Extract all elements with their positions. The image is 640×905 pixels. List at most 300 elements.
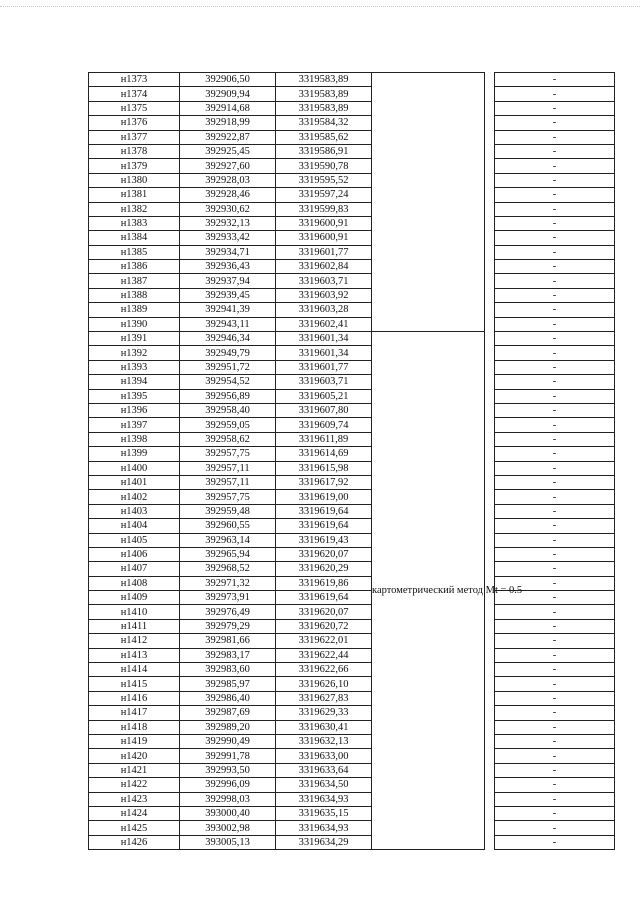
x-coordinate-cell: 392976,49 [180, 605, 276, 619]
x-coordinate-cell: 392922,87 [180, 130, 276, 144]
y-coordinate-cell: 3319619,00 [276, 490, 372, 504]
dash-cell: - [495, 778, 615, 792]
dash-cell: - [495, 821, 615, 835]
spacer-cell [485, 763, 495, 777]
dash-cell: - [495, 116, 615, 130]
spacer-cell [485, 519, 495, 533]
table-row [89, 288, 615, 302]
table-row [89, 821, 615, 835]
y-coordinate-cell: 3319611,89 [276, 432, 372, 446]
point-id-cell: н1385 [89, 245, 180, 259]
spacer-cell [485, 734, 495, 748]
table-row [89, 332, 615, 346]
point-id-cell: н1410 [89, 605, 180, 619]
y-coordinate-cell: 3319600,91 [276, 231, 372, 245]
y-coordinate-cell: 3319622,44 [276, 648, 372, 662]
table-row [89, 130, 615, 144]
dash-cell: - [495, 432, 615, 446]
x-coordinate-cell: 392928,46 [180, 188, 276, 202]
x-coordinate-cell: 392987,69 [180, 706, 276, 720]
table-row [89, 619, 615, 633]
dash-cell: - [495, 360, 615, 374]
dash-cell: - [495, 533, 615, 547]
x-coordinate-cell: 392909,94 [180, 87, 276, 101]
x-coordinate-cell: 392993,50 [180, 763, 276, 777]
point-id-cell: н1395 [89, 389, 180, 403]
x-coordinate-cell: 392946,34 [180, 332, 276, 346]
point-id-cell: н1388 [89, 288, 180, 302]
x-coordinate-cell: 392956,89 [180, 389, 276, 403]
dash-cell: - [495, 490, 615, 504]
dash-cell: - [495, 231, 615, 245]
x-coordinate-cell: 392934,71 [180, 245, 276, 259]
x-coordinate-cell: 392906,50 [180, 73, 276, 87]
x-coordinate-cell: 392998,03 [180, 792, 276, 806]
y-coordinate-cell: 3319632,13 [276, 734, 372, 748]
point-id-cell: н1386 [89, 260, 180, 274]
point-id-cell: н1401 [89, 475, 180, 489]
point-id-cell: н1425 [89, 821, 180, 835]
x-coordinate-cell: 392943,11 [180, 317, 276, 331]
y-coordinate-cell: 3319601,77 [276, 245, 372, 259]
table-row [89, 116, 615, 130]
x-coordinate-cell: 392939,45 [180, 288, 276, 302]
y-coordinate-cell: 3319622,01 [276, 634, 372, 648]
y-coordinate-cell: 3319602,84 [276, 260, 372, 274]
spacer-cell [485, 245, 495, 259]
dash-cell: - [495, 806, 615, 820]
y-coordinate-cell: 3319619,64 [276, 591, 372, 605]
y-coordinate-cell: 3319585,62 [276, 130, 372, 144]
point-id-cell: н1422 [89, 778, 180, 792]
x-coordinate-cell: 392932,13 [180, 216, 276, 230]
y-coordinate-cell: 3319630,41 [276, 720, 372, 734]
table-row [89, 461, 615, 475]
dash-cell: - [495, 288, 615, 302]
y-coordinate-cell: 3319609,74 [276, 418, 372, 432]
point-id-cell: н1382 [89, 202, 180, 216]
x-coordinate-cell: 392963,14 [180, 533, 276, 547]
point-id-cell: н1409 [89, 591, 180, 605]
dash-cell: - [495, 835, 615, 849]
dash-cell: - [495, 346, 615, 360]
x-coordinate-cell: 392973,91 [180, 591, 276, 605]
method-cell [372, 73, 485, 332]
table-row [89, 389, 615, 403]
scan-header-artifact [0, 6, 640, 17]
dash-cell: - [495, 576, 615, 590]
table-row [89, 648, 615, 662]
point-id-cell: н1415 [89, 677, 180, 691]
spacer-cell [485, 418, 495, 432]
dash-cell: - [495, 144, 615, 158]
spacer-cell [485, 806, 495, 820]
y-coordinate-cell: 3319629,33 [276, 706, 372, 720]
point-id-cell: н1374 [89, 87, 180, 101]
coordinates-table-body [89, 73, 615, 850]
y-coordinate-cell: 3319617,92 [276, 475, 372, 489]
dash-cell: - [495, 519, 615, 533]
y-coordinate-cell: 3319583,89 [276, 73, 372, 87]
table-row [89, 806, 615, 820]
spacer-cell [485, 619, 495, 633]
dash-cell: - [495, 202, 615, 216]
y-coordinate-cell: 3319634,29 [276, 835, 372, 849]
table-row [89, 547, 615, 561]
x-coordinate-cell: 392959,48 [180, 504, 276, 518]
spacer-cell [485, 677, 495, 691]
point-id-cell: н1413 [89, 648, 180, 662]
point-id-cell: н1379 [89, 159, 180, 173]
table-row [89, 663, 615, 677]
x-coordinate-cell: 392990,49 [180, 734, 276, 748]
x-coordinate-cell: 392981,66 [180, 634, 276, 648]
y-coordinate-cell: 3319601,34 [276, 346, 372, 360]
spacer-cell [485, 360, 495, 374]
spacer-cell [485, 792, 495, 806]
dash-cell: - [495, 677, 615, 691]
table-row [89, 173, 615, 187]
table-row [89, 202, 615, 216]
point-id-cell: н1405 [89, 533, 180, 547]
dash-cell: - [495, 634, 615, 648]
table-row [89, 403, 615, 417]
spacer-cell [485, 447, 495, 461]
spacer-cell [485, 332, 495, 346]
dash-cell: - [495, 605, 615, 619]
table-row [89, 447, 615, 461]
dash-cell: - [495, 720, 615, 734]
point-id-cell: н1378 [89, 144, 180, 158]
x-coordinate-cell: 392957,11 [180, 461, 276, 475]
dash-cell: - [495, 792, 615, 806]
point-id-cell: н1402 [89, 490, 180, 504]
x-coordinate-cell: 392927,60 [180, 159, 276, 173]
point-id-cell: н1403 [89, 504, 180, 518]
spacer-cell [485, 749, 495, 763]
dash-cell: - [495, 504, 615, 518]
table-row [89, 101, 615, 115]
point-id-cell: н1393 [89, 360, 180, 374]
table-row [89, 533, 615, 547]
y-coordinate-cell: 3319635,15 [276, 806, 372, 820]
table-row [89, 73, 615, 87]
y-coordinate-cell: 3319619,64 [276, 519, 372, 533]
spacer-cell [485, 821, 495, 835]
y-coordinate-cell: 3319583,89 [276, 87, 372, 101]
table-row [89, 231, 615, 245]
x-coordinate-cell: 392930,62 [180, 202, 276, 216]
dash-cell: - [495, 547, 615, 561]
y-coordinate-cell: 3319626,10 [276, 677, 372, 691]
point-id-cell: н1407 [89, 562, 180, 576]
point-id-cell: н1398 [89, 432, 180, 446]
y-coordinate-cell: 3319599,83 [276, 202, 372, 216]
table-row [89, 763, 615, 777]
point-id-cell: н1394 [89, 375, 180, 389]
spacer-cell [485, 490, 495, 504]
dash-cell: - [495, 101, 615, 115]
spacer-cell [485, 720, 495, 734]
table-row [89, 317, 615, 331]
table-row [89, 475, 615, 489]
y-coordinate-cell: 3319590,78 [276, 159, 372, 173]
x-coordinate-cell: 392941,39 [180, 303, 276, 317]
point-id-cell: н1399 [89, 447, 180, 461]
y-coordinate-cell: 3319603,92 [276, 288, 372, 302]
table-row [89, 245, 615, 259]
point-id-cell: н1381 [89, 188, 180, 202]
point-id-cell: н1414 [89, 663, 180, 677]
table-row [89, 734, 615, 748]
table-row [89, 720, 615, 734]
spacer-cell [485, 231, 495, 245]
y-coordinate-cell: 3319595,52 [276, 173, 372, 187]
dash-cell: - [495, 591, 615, 605]
table-row [89, 432, 615, 446]
table-row [89, 418, 615, 432]
x-coordinate-cell: 392991,78 [180, 749, 276, 763]
x-coordinate-cell: 392949,79 [180, 346, 276, 360]
x-coordinate-cell: 392971,32 [180, 576, 276, 590]
y-coordinate-cell: 3319586,91 [276, 144, 372, 158]
x-coordinate-cell: 392958,62 [180, 432, 276, 446]
spacer-cell [485, 188, 495, 202]
table-row [89, 260, 615, 274]
y-coordinate-cell: 3319634,93 [276, 792, 372, 806]
x-coordinate-cell: 392968,52 [180, 562, 276, 576]
point-id-cell: н1423 [89, 792, 180, 806]
dash-cell: - [495, 418, 615, 432]
spacer-cell [485, 87, 495, 101]
point-id-cell: н1392 [89, 346, 180, 360]
point-id-cell: н1421 [89, 763, 180, 777]
spacer-cell [485, 533, 495, 547]
spacer-cell [485, 504, 495, 518]
point-id-cell: н1397 [89, 418, 180, 432]
dash-cell: - [495, 461, 615, 475]
point-id-cell: н1389 [89, 303, 180, 317]
y-coordinate-cell: 3319607,80 [276, 403, 372, 417]
table-row [89, 562, 615, 576]
spacer-cell [485, 432, 495, 446]
x-coordinate-cell: 392933,42 [180, 231, 276, 245]
point-id-cell: н1384 [89, 231, 180, 245]
spacer-cell [485, 173, 495, 187]
point-id-cell: н1390 [89, 317, 180, 331]
x-coordinate-cell: 392957,11 [180, 475, 276, 489]
spacer-cell [485, 144, 495, 158]
spacer-cell [485, 648, 495, 662]
table-row [89, 303, 615, 317]
x-coordinate-cell: 392957,75 [180, 490, 276, 504]
dash-cell: - [495, 274, 615, 288]
x-coordinate-cell: 392951,72 [180, 360, 276, 374]
spacer-cell [485, 403, 495, 417]
spacer-cell [485, 547, 495, 561]
table-row [89, 144, 615, 158]
y-coordinate-cell: 3319583,89 [276, 101, 372, 115]
point-id-cell: н1396 [89, 403, 180, 417]
dash-cell: - [495, 216, 615, 230]
y-coordinate-cell: 3319601,77 [276, 360, 372, 374]
dash-cell: - [495, 691, 615, 705]
y-coordinate-cell: 3319597,24 [276, 188, 372, 202]
spacer-cell [485, 346, 495, 360]
y-coordinate-cell: 3319614,69 [276, 447, 372, 461]
table-row [89, 605, 615, 619]
spacer-cell [485, 562, 495, 576]
spacer-cell [485, 778, 495, 792]
table-row [89, 576, 615, 590]
table-row [89, 778, 615, 792]
spacer-cell [485, 389, 495, 403]
dash-cell: - [495, 245, 615, 259]
point-id-cell: н1376 [89, 116, 180, 130]
dash-cell: - [495, 648, 615, 662]
x-coordinate-cell: 393005,13 [180, 835, 276, 849]
spacer-cell [485, 375, 495, 389]
table-row [89, 706, 615, 720]
x-coordinate-cell: 392983,60 [180, 663, 276, 677]
table-row [89, 159, 615, 173]
y-coordinate-cell: 3319600,91 [276, 216, 372, 230]
point-id-cell: н1426 [89, 835, 180, 849]
point-id-cell: н1404 [89, 519, 180, 533]
dash-cell: - [495, 403, 615, 417]
spacer-cell [485, 303, 495, 317]
point-id-cell: н1411 [89, 619, 180, 633]
point-id-cell: н1416 [89, 691, 180, 705]
dash-cell: - [495, 303, 615, 317]
table-row [89, 274, 615, 288]
point-id-cell: н1417 [89, 706, 180, 720]
y-coordinate-cell: 3319634,50 [276, 778, 372, 792]
table-row [89, 835, 615, 849]
x-coordinate-cell: 392928,03 [180, 173, 276, 187]
spacer-cell [485, 202, 495, 216]
x-coordinate-cell: 392996,09 [180, 778, 276, 792]
dash-cell: - [495, 389, 615, 403]
table-row [89, 519, 615, 533]
point-id-cell: н1406 [89, 547, 180, 561]
point-id-cell: н1373 [89, 73, 180, 87]
x-coordinate-cell: 392954,52 [180, 375, 276, 389]
x-coordinate-cell: 392960,55 [180, 519, 276, 533]
table-row [89, 375, 615, 389]
dash-cell: - [495, 619, 615, 633]
spacer-cell [485, 634, 495, 648]
x-coordinate-cell: 392936,43 [180, 260, 276, 274]
point-id-cell: н1419 [89, 734, 180, 748]
point-id-cell: н1418 [89, 720, 180, 734]
spacer-cell [485, 461, 495, 475]
table-row [89, 792, 615, 806]
y-coordinate-cell: 3319601,34 [276, 332, 372, 346]
y-coordinate-cell: 3319603,28 [276, 303, 372, 317]
spacer-cell [485, 216, 495, 230]
spacer-cell [485, 691, 495, 705]
y-coordinate-cell: 3319603,71 [276, 274, 372, 288]
dash-cell: - [495, 447, 615, 461]
dash-cell: - [495, 734, 615, 748]
spacer-cell [485, 116, 495, 130]
y-coordinate-cell: 3319615,98 [276, 461, 372, 475]
point-id-cell: н1400 [89, 461, 180, 475]
spacer-cell [485, 663, 495, 677]
y-coordinate-cell: 3319584,32 [276, 116, 372, 130]
dash-cell: - [495, 173, 615, 187]
y-coordinate-cell: 3319627,83 [276, 691, 372, 705]
point-id-cell: н1377 [89, 130, 180, 144]
table-row [89, 360, 615, 374]
method-cell: картометрический метод Mt = 0.5 [372, 332, 485, 850]
dash-cell: - [495, 475, 615, 489]
table-row [89, 634, 615, 648]
y-coordinate-cell: 3319619,64 [276, 504, 372, 518]
dash-cell: - [495, 188, 615, 202]
y-coordinate-cell: 3319633,00 [276, 749, 372, 763]
dash-cell: - [495, 375, 615, 389]
spacer-cell [485, 706, 495, 720]
y-coordinate-cell: 3319620,07 [276, 605, 372, 619]
dash-cell: - [495, 706, 615, 720]
x-coordinate-cell: 392914,68 [180, 101, 276, 115]
dash-cell: - [495, 562, 615, 576]
x-coordinate-cell: 392925,45 [180, 144, 276, 158]
dash-cell: - [495, 663, 615, 677]
y-coordinate-cell: 3319603,71 [276, 375, 372, 389]
y-coordinate-cell: 3319619,43 [276, 533, 372, 547]
dash-cell: - [495, 87, 615, 101]
dash-cell: - [495, 763, 615, 777]
point-id-cell: н1391 [89, 332, 180, 346]
y-coordinate-cell: 3319605,21 [276, 389, 372, 403]
table-row [89, 504, 615, 518]
point-id-cell: н1387 [89, 274, 180, 288]
dash-cell: - [495, 260, 615, 274]
dash-cell: - [495, 130, 615, 144]
table-row [89, 749, 615, 763]
dash-cell: - [495, 159, 615, 173]
coordinates-table [88, 72, 615, 850]
x-coordinate-cell: 392959,05 [180, 418, 276, 432]
y-coordinate-cell: 3319620,29 [276, 562, 372, 576]
x-coordinate-cell: 392986,40 [180, 691, 276, 705]
y-coordinate-cell: 3319620,07 [276, 547, 372, 561]
spacer-cell [485, 101, 495, 115]
x-coordinate-cell: 392937,94 [180, 274, 276, 288]
spacer-cell [485, 475, 495, 489]
x-coordinate-cell: 392985,97 [180, 677, 276, 691]
y-coordinate-cell: 3319634,93 [276, 821, 372, 835]
x-coordinate-cell: 392965,94 [180, 547, 276, 561]
point-id-cell: н1383 [89, 216, 180, 230]
table-row [89, 188, 615, 202]
x-coordinate-cell: 392918,99 [180, 116, 276, 130]
table-row [89, 490, 615, 504]
x-coordinate-cell: 392989,20 [180, 720, 276, 734]
y-coordinate-cell: 3319619,86 [276, 576, 372, 590]
x-coordinate-cell: 393000,40 [180, 806, 276, 820]
point-id-cell: н1380 [89, 173, 180, 187]
x-coordinate-cell: 393002,98 [180, 821, 276, 835]
y-coordinate-cell: 3319622,66 [276, 663, 372, 677]
y-coordinate-cell: 3319602,41 [276, 317, 372, 331]
table-row [89, 591, 615, 605]
dash-cell: - [495, 317, 615, 331]
spacer-cell [485, 130, 495, 144]
